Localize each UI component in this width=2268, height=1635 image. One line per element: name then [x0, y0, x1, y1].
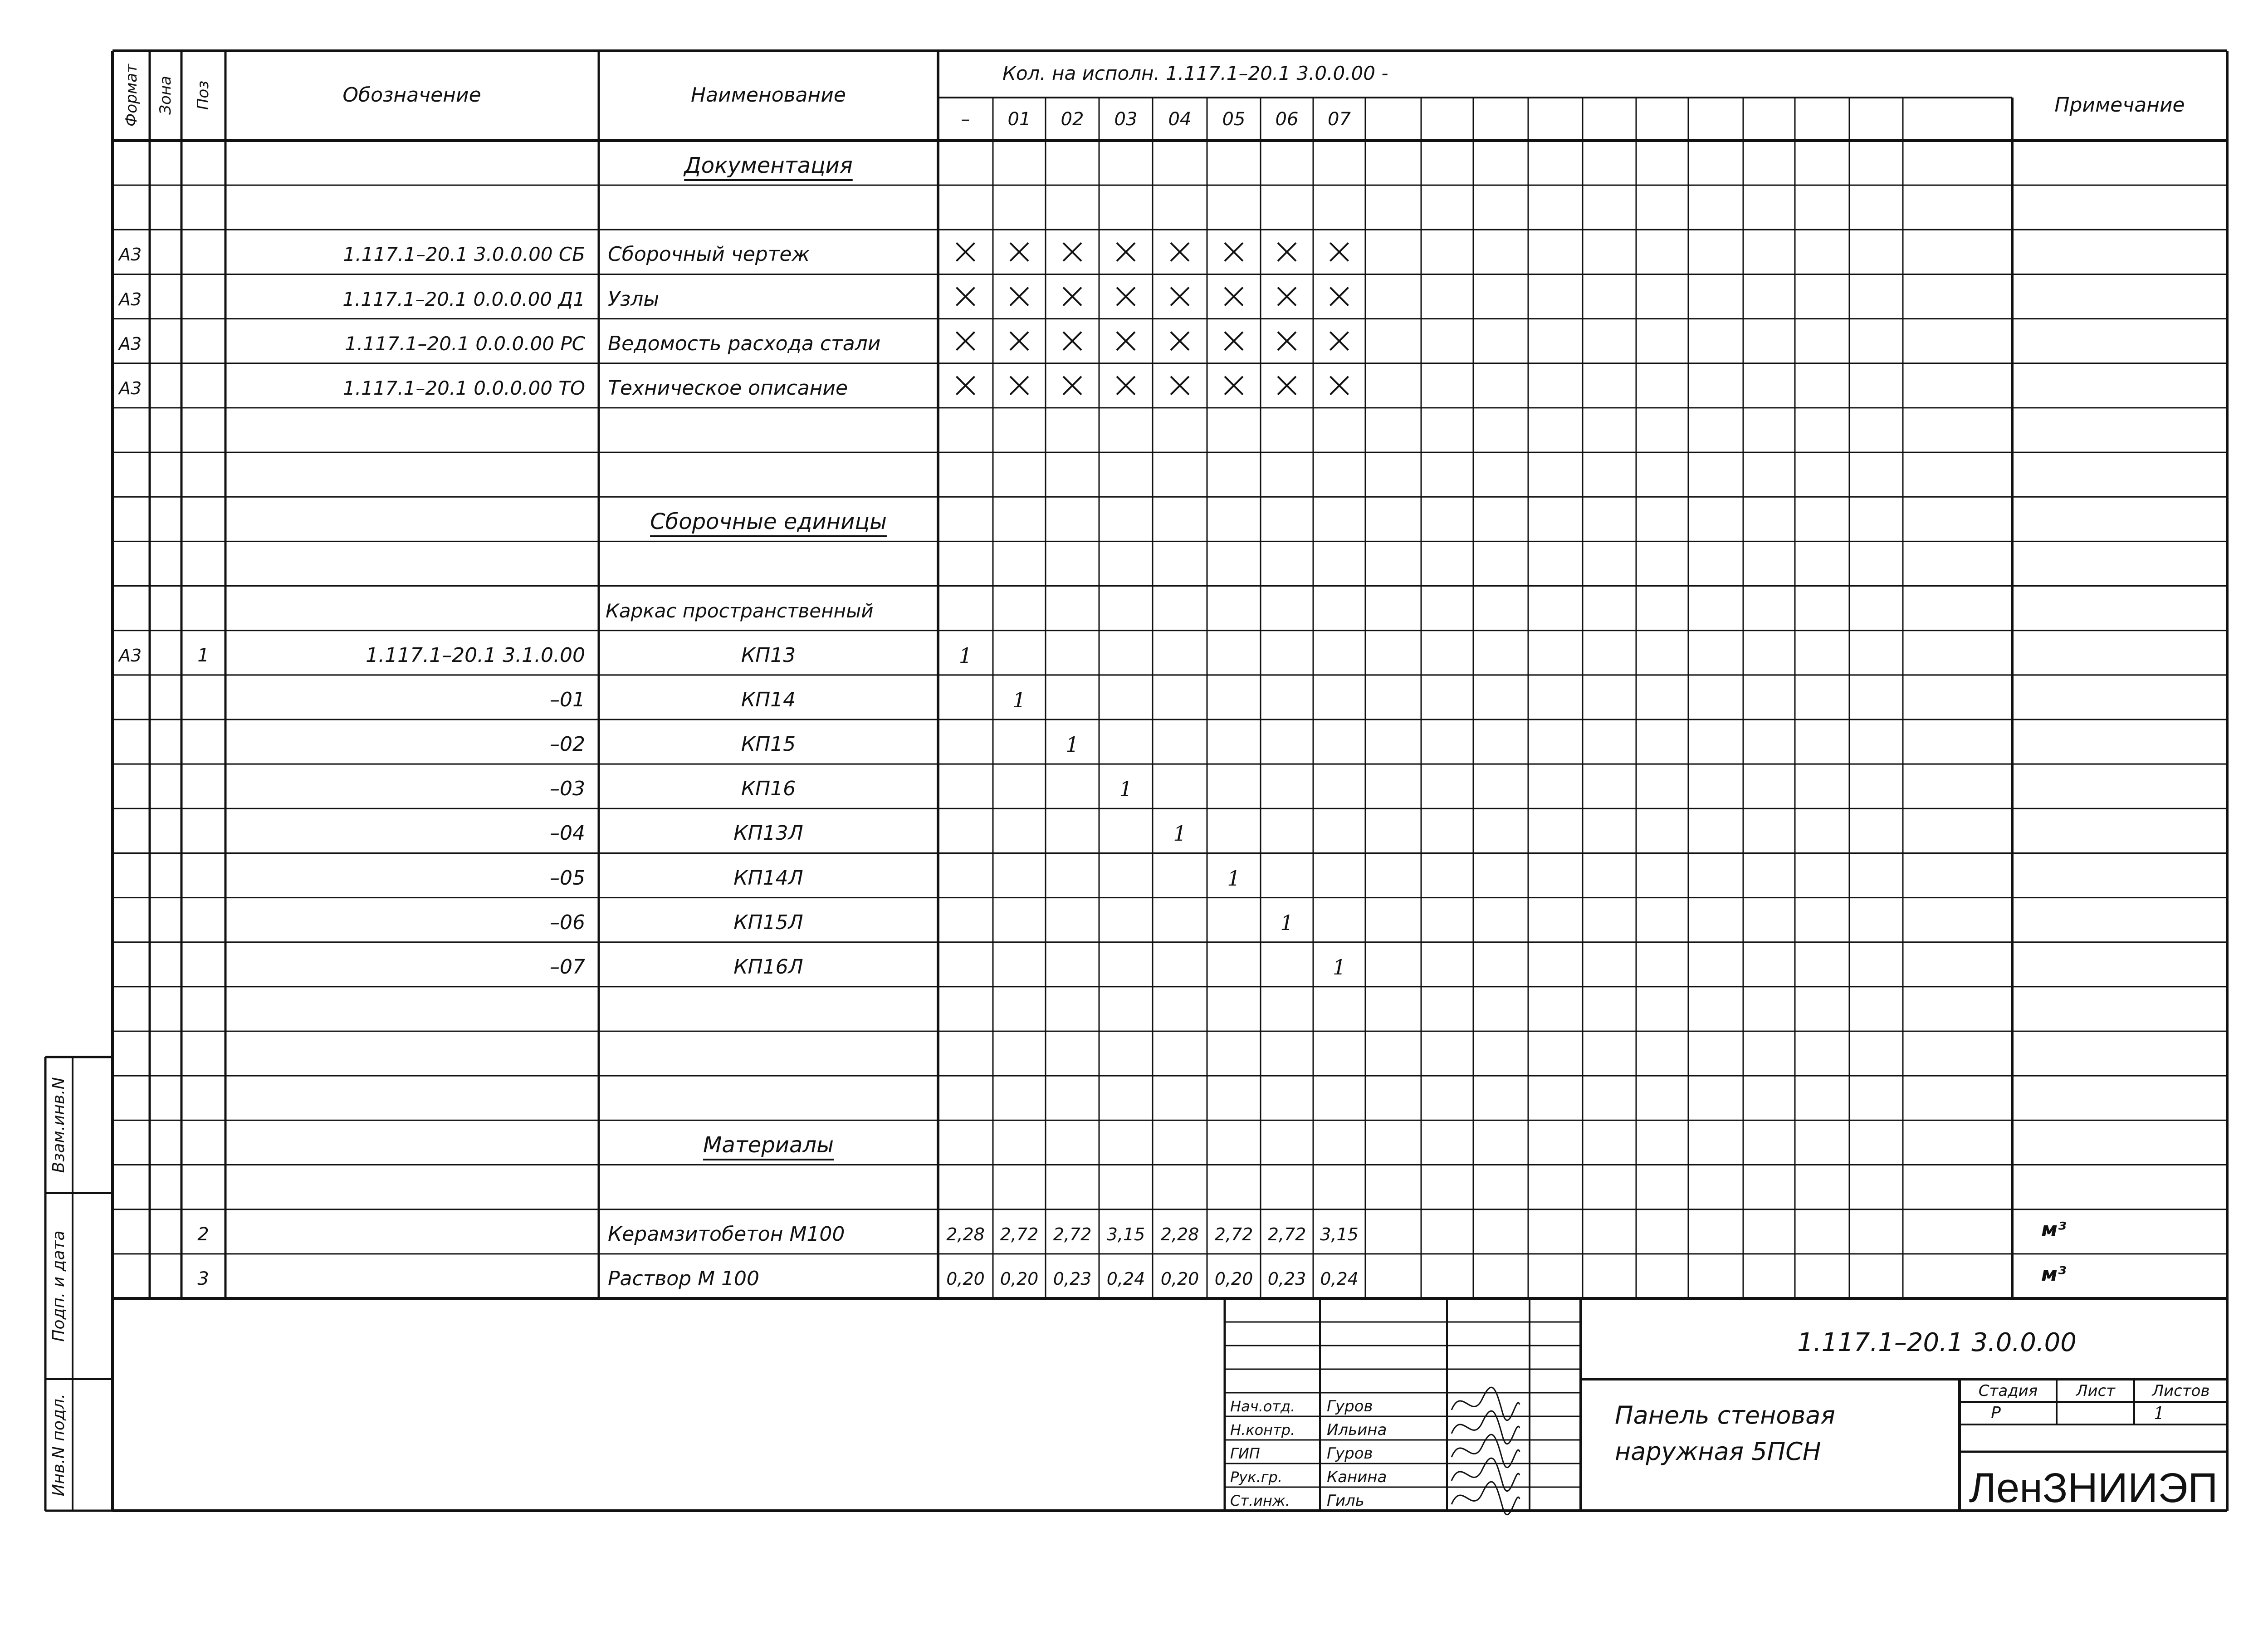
pos-cell: 2: [197, 1224, 209, 1245]
cross-mark: [1063, 377, 1081, 395]
cross-mark: [957, 288, 975, 306]
designation-cell: –02: [550, 733, 585, 756]
material-quantity: 0,24: [1106, 1268, 1145, 1289]
quantity-cell: 1: [958, 643, 973, 668]
material-quantity: 0,20: [1000, 1268, 1039, 1289]
name-cell: КП16: [741, 777, 796, 801]
cross-mark: [1117, 288, 1135, 306]
cross-mark: [1330, 332, 1349, 350]
format-cell: А3: [119, 289, 142, 309]
name-cell: КП15Л: [733, 911, 803, 934]
name-cell: КП16Л: [733, 955, 803, 979]
variant-header: 02: [1061, 109, 1084, 130]
designation-cell: 1.117.1–20.1 3.0.0.00 СБ: [343, 243, 585, 266]
cross-mark: [957, 377, 975, 395]
material-quantity: 0,24: [1320, 1268, 1359, 1289]
format-cell: А3: [119, 645, 142, 666]
cross-mark: [1063, 332, 1081, 350]
section-heading: Документация: [684, 153, 853, 179]
person-name: Гуров: [1327, 1444, 1373, 1463]
cross-mark: [1010, 377, 1028, 395]
stamp-inventory: Инв.N подл.: [49, 1393, 68, 1497]
quantity-cell: 1: [1119, 777, 1133, 802]
cross-mark: [1117, 243, 1135, 261]
material-quantity: 0,23: [1267, 1268, 1306, 1289]
person-name: Ильина: [1327, 1421, 1387, 1439]
quantity-cell: 1: [1173, 821, 1187, 846]
cross-mark: [1171, 377, 1189, 395]
cross-mark: [1117, 377, 1135, 395]
stage-value: Р: [1991, 1404, 2001, 1422]
cross-mark: [1063, 288, 1081, 306]
quantity-cell: 1: [1066, 732, 1079, 757]
header-qty-title: Кол. на исполн. 1.117.1–20.1 3.0.0.00 -: [1002, 62, 1388, 84]
header-designation: Обозначение: [342, 83, 481, 107]
header-name: Наименование: [691, 83, 846, 107]
cross-mark: [1278, 377, 1296, 395]
designation-cell: –01: [550, 688, 585, 711]
stamp-replacement: Взам.инв.N: [49, 1077, 68, 1173]
name-cell: КП13: [741, 643, 796, 667]
name-cell: Техническое описание: [608, 376, 848, 400]
section-heading: Материалы: [703, 1132, 834, 1158]
subheading: Каркас пространственный: [606, 599, 874, 622]
designation-cell: 1.117.1–20.1 0.0.0.00 Д1: [342, 288, 585, 310]
role-label: Нач.отд.: [1230, 1398, 1295, 1415]
name-cell: КП15: [741, 733, 796, 756]
section-heading: Сборочные единицы: [650, 509, 887, 535]
person-name: Гиль: [1327, 1492, 1364, 1510]
unit-note: м³: [2041, 1262, 2067, 1286]
document-code: 1.117.1–20.1 3.0.0.00: [1797, 1328, 2077, 1357]
material-quantity: 2,72: [1267, 1224, 1306, 1244]
stage-label: Стадия: [1978, 1382, 2038, 1400]
designation-cell: –05: [550, 866, 585, 890]
name-cell: Керамзитобетон М100: [608, 1222, 845, 1246]
material-quantity: 0,20: [1160, 1268, 1199, 1289]
material-quantity: 0,20: [946, 1268, 985, 1289]
role-label: ГИП: [1230, 1445, 1260, 1462]
material-quantity: 2,72: [1214, 1224, 1253, 1244]
format-cell: А3: [119, 333, 142, 354]
cross-mark: [1063, 243, 1081, 261]
header-pos: Поз: [194, 80, 212, 110]
cross-mark: [1010, 243, 1028, 261]
header-format: Формат: [122, 64, 141, 127]
format-cell: А3: [119, 245, 142, 265]
sheets-label: Листов: [2152, 1382, 2210, 1400]
name-cell: КП14: [741, 688, 796, 711]
material-quantity: 2,72: [1053, 1224, 1092, 1244]
cross-mark: [1225, 243, 1243, 261]
material-quantity: 2,28: [946, 1224, 985, 1244]
cross-mark: [1171, 288, 1189, 306]
designation-cell: 1.117.1–20.1 0.0.0.00 ТО: [343, 377, 585, 399]
cross-mark: [1330, 377, 1349, 395]
document-title: Панель стеновая: [1615, 1401, 1835, 1429]
variant-header: 07: [1328, 109, 1351, 130]
material-quantity: 3,15: [1320, 1224, 1359, 1244]
material-quantity: 0,20: [1214, 1268, 1253, 1289]
document-title: наружная 5ПСН: [1615, 1437, 1821, 1466]
variant-header: 01: [1007, 109, 1031, 130]
cross-mark: [957, 243, 975, 261]
variant-header: 03: [1114, 109, 1138, 130]
cross-mark: [1225, 377, 1243, 395]
material-quantity: 2,72: [1000, 1224, 1039, 1244]
material-quantity: 3,15: [1106, 1224, 1145, 1244]
header-note: Примечание: [2054, 93, 2185, 117]
role-label: Н.контр.: [1230, 1421, 1295, 1439]
cross-mark: [1330, 288, 1349, 306]
designation-cell: –07: [550, 955, 585, 979]
variant-header: 05: [1222, 109, 1246, 130]
role-label: Ст.инж.: [1230, 1492, 1290, 1509]
name-cell: Раствор М 100: [608, 1267, 760, 1290]
pos-cell: 1: [197, 645, 209, 666]
name-cell: КП14Л: [733, 866, 803, 890]
cross-mark: [1225, 288, 1243, 306]
cross-mark: [1225, 332, 1243, 350]
cross-mark: [1171, 243, 1189, 261]
quantity-cell: 1: [1012, 687, 1026, 712]
cross-mark: [957, 332, 975, 350]
name-cell: Узлы: [608, 287, 660, 311]
cross-mark: [1278, 288, 1296, 306]
designation-cell: –03: [550, 777, 585, 801]
cross-mark: [1278, 332, 1296, 350]
cross-mark: [1010, 332, 1028, 350]
cross-mark: [1330, 243, 1349, 261]
variant-header: 04: [1168, 109, 1192, 130]
sheet-label: Лист: [2076, 1382, 2116, 1400]
name-cell: Ведомость расхода стали: [608, 332, 881, 355]
cross-mark: [1171, 332, 1189, 350]
designation-cell: 1.117.1–20.1 0.0.0.00 РС: [345, 332, 585, 355]
format-cell: А3: [119, 378, 142, 398]
designation-cell: 1.117.1–20.1 3.1.0.00: [366, 643, 585, 667]
pos-cell: 3: [197, 1268, 209, 1289]
cross-mark: [1010, 288, 1028, 306]
unit-note: м³: [2041, 1218, 2067, 1241]
quantity-cell: 1: [1280, 910, 1294, 935]
name-cell: Сборочный чертеж: [608, 243, 810, 266]
quantity-cell: 1: [1332, 955, 1346, 979]
variant-header: –: [961, 109, 970, 130]
designation-cell: –06: [550, 911, 585, 934]
variant-header: 06: [1275, 109, 1299, 130]
stamp-sign-date: Подп. и дата: [49, 1230, 68, 1342]
person-name: Гуров: [1327, 1397, 1373, 1415]
organization-logo: ЛенЗНИИЭП: [1969, 1465, 2218, 1511]
material-quantity: 2,28: [1160, 1224, 1199, 1244]
quantity-cell: 1: [1227, 866, 1241, 891]
cross-mark: [1117, 332, 1135, 350]
header-zone: Зона: [156, 76, 175, 115]
material-quantity: 0,23: [1053, 1268, 1092, 1289]
name-cell: КП13Л: [733, 822, 803, 845]
role-label: Рук.гр.: [1230, 1469, 1283, 1486]
sheets-value: 1: [2153, 1403, 2165, 1423]
cross-mark: [1278, 243, 1296, 261]
person-name: Канина: [1327, 1468, 1387, 1486]
designation-cell: –04: [550, 822, 585, 845]
